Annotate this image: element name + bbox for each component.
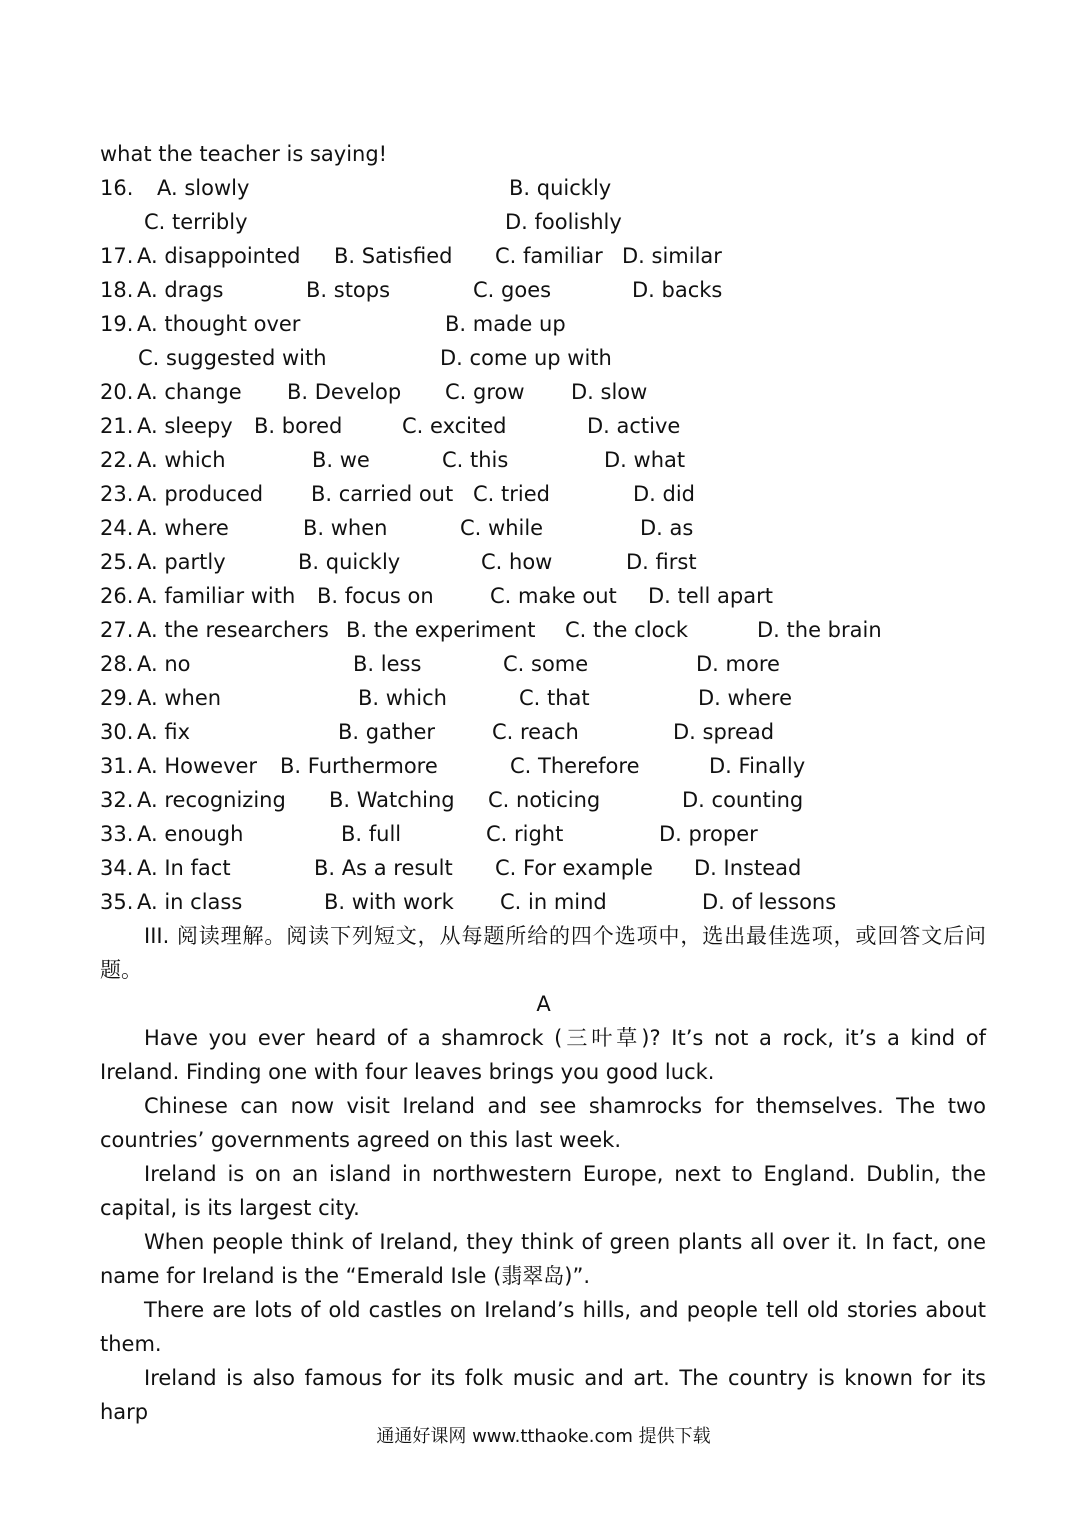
option-d: D. foolishly xyxy=(505,210,622,234)
option-a: A. fix xyxy=(137,720,191,744)
option-b: B. made up xyxy=(445,312,566,336)
option-b: B. less xyxy=(353,652,422,676)
option-b: B. we xyxy=(312,448,370,472)
option-c: C. how xyxy=(481,550,553,574)
option-d: D. as xyxy=(640,516,694,540)
option-b: B. Develop xyxy=(287,380,402,404)
option-d: D. active xyxy=(587,414,681,438)
option-d: D. tell apart xyxy=(648,584,773,608)
option-b: B. bored xyxy=(254,414,343,438)
option-c: C. this xyxy=(442,448,509,472)
option-b: B. As a result xyxy=(314,856,453,880)
option-a: A. sleepy xyxy=(137,414,233,438)
option-c: C. that xyxy=(519,686,590,710)
option-d: D. backs xyxy=(632,278,723,302)
option-d: D. counting xyxy=(682,788,804,812)
option-c: C. excited xyxy=(402,414,507,438)
option-b: B. full xyxy=(341,822,402,846)
section-heading: III. 阅读理解。阅读下列短文，从每题所给的四个选项中，选出最佳选项，或回答文后问题。 xyxy=(100,924,986,982)
question-number: 24. xyxy=(100,516,134,540)
option-c: C. Therefore xyxy=(510,754,640,778)
option-b: B. the experiment xyxy=(346,618,536,642)
option-d: D. Instead xyxy=(694,856,802,880)
option-a: A. when xyxy=(137,686,222,710)
option-d: D. similar xyxy=(622,244,722,268)
paragraph-3: Ireland is on an island in northwestern Europe, next to England. Dublin, the capital, is its largest city. xyxy=(100,1162,986,1220)
option-b: B. gather xyxy=(338,720,436,744)
option-a: A. the researchers xyxy=(137,618,329,642)
option-b: B. stops xyxy=(306,278,391,302)
intro-text: what the teacher is saying! xyxy=(100,142,388,166)
option-b: B. quickly xyxy=(298,550,401,574)
question-number: 25. xyxy=(100,550,134,574)
option-c: C. tried xyxy=(473,482,550,506)
option-c: C. make out xyxy=(490,584,617,608)
option-d: D. proper xyxy=(659,822,758,846)
option-c: C. the clock xyxy=(565,618,689,642)
option-c: C. right xyxy=(486,822,564,846)
question-number: 27. xyxy=(100,618,134,642)
paragraph-2: Chinese can now visit Ireland and see shamrocks for themselves. The two countries’ governments agreed on this last week. xyxy=(100,1094,986,1152)
option-d: D. of lessons xyxy=(702,890,837,914)
option-c: C. terribly xyxy=(144,210,248,234)
option-d: D. more xyxy=(696,652,780,676)
question-number: 16. xyxy=(100,176,134,200)
option-c: C. while xyxy=(460,516,544,540)
option-a: A. change xyxy=(137,380,242,404)
question-number: 22. xyxy=(100,448,134,472)
question-number: 35. xyxy=(100,890,134,914)
question-number: 34. xyxy=(100,856,134,880)
option-d: D. first xyxy=(626,550,697,574)
paragraph-6: Ireland is also famous for its folk music and art. The country is known for its harp xyxy=(100,1366,986,1424)
option-c: C. goes xyxy=(473,278,552,302)
option-c: C. noticing xyxy=(488,788,601,812)
question-number: 19. xyxy=(100,312,134,336)
option-c: C. some xyxy=(503,652,589,676)
option-a: A. thought over xyxy=(137,312,301,336)
paragraph-4: When people think of Ireland, they think of green plants all over it. In fact, one name for Ireland is the “Emerald Isle (翡翠岛)”. xyxy=(100,1230,986,1288)
option-a: A. slowly xyxy=(157,176,250,200)
option-c: C. reach xyxy=(492,720,579,744)
question-number: 17. xyxy=(100,244,134,268)
option-a: A. familiar with xyxy=(137,584,296,608)
option-b: B. focus on xyxy=(317,584,434,608)
question-number: 18. xyxy=(100,278,134,302)
option-c: C. in mind xyxy=(500,890,607,914)
option-b: B. when xyxy=(303,516,388,540)
question-number: 31. xyxy=(100,754,134,778)
option-a: A. However xyxy=(137,754,258,778)
option-d: D. what xyxy=(604,448,686,472)
question-number: 30. xyxy=(100,720,134,744)
option-c: C. grow xyxy=(445,380,525,404)
option-d: D. Finally xyxy=(709,754,806,778)
question-number: 20. xyxy=(100,380,134,404)
question-number: 21. xyxy=(100,414,134,438)
option-b: B. with work xyxy=(324,890,454,914)
option-a: A. no xyxy=(137,652,191,676)
option-d: D. where xyxy=(698,686,793,710)
passage-letter: A xyxy=(536,992,551,1016)
option-a: A. In fact xyxy=(137,856,231,880)
option-a: A. recognizing xyxy=(137,788,286,812)
option-d: D. the brain xyxy=(757,618,882,642)
option-a: A. produced xyxy=(137,482,264,506)
paragraph-5: There are lots of old castles on Ireland’s hills, and people tell old stories about them. xyxy=(100,1298,986,1356)
option-b: B. Satisfied xyxy=(334,244,453,268)
option-c: C. For example xyxy=(495,856,653,880)
option-d: D. come up with xyxy=(440,346,612,370)
option-a: A. in class xyxy=(137,890,243,914)
paragraph-1: Have you ever heard of a shamrock (三叶草)? It’s not a rock, it’s a kind of Ireland. Finding one with four leaves brings you good luck. xyxy=(100,1026,986,1084)
question-number: 26. xyxy=(100,584,134,608)
option-a: A. enough xyxy=(137,822,244,846)
option-c: C. familiar xyxy=(495,244,603,268)
question-number: 23. xyxy=(100,482,134,506)
option-d: D. did xyxy=(633,482,696,506)
option-b: B. carried out xyxy=(311,482,454,506)
page-footer: 通通好课网 www.tthaoke.com 提供下载 xyxy=(376,1426,711,1447)
option-d: D. slow xyxy=(571,380,648,404)
option-a: A. which xyxy=(137,448,226,472)
option-a: A. drags xyxy=(137,278,224,302)
option-b: B. Furthermore xyxy=(280,754,438,778)
option-d: D. spread xyxy=(673,720,775,744)
question-number: 28. xyxy=(100,652,134,676)
option-a: A. where xyxy=(137,516,229,540)
option-a: A. disappointed xyxy=(137,244,301,268)
option-b: B. which xyxy=(358,686,447,710)
question-number: 32. xyxy=(100,788,134,812)
option-b: B. quickly xyxy=(509,176,612,200)
option-c: C. suggested with xyxy=(138,346,327,370)
option-a: A. partly xyxy=(137,550,226,574)
question-number: 33. xyxy=(100,822,134,846)
option-b: B. Watching xyxy=(329,788,455,812)
question-number: 29. xyxy=(100,686,134,710)
